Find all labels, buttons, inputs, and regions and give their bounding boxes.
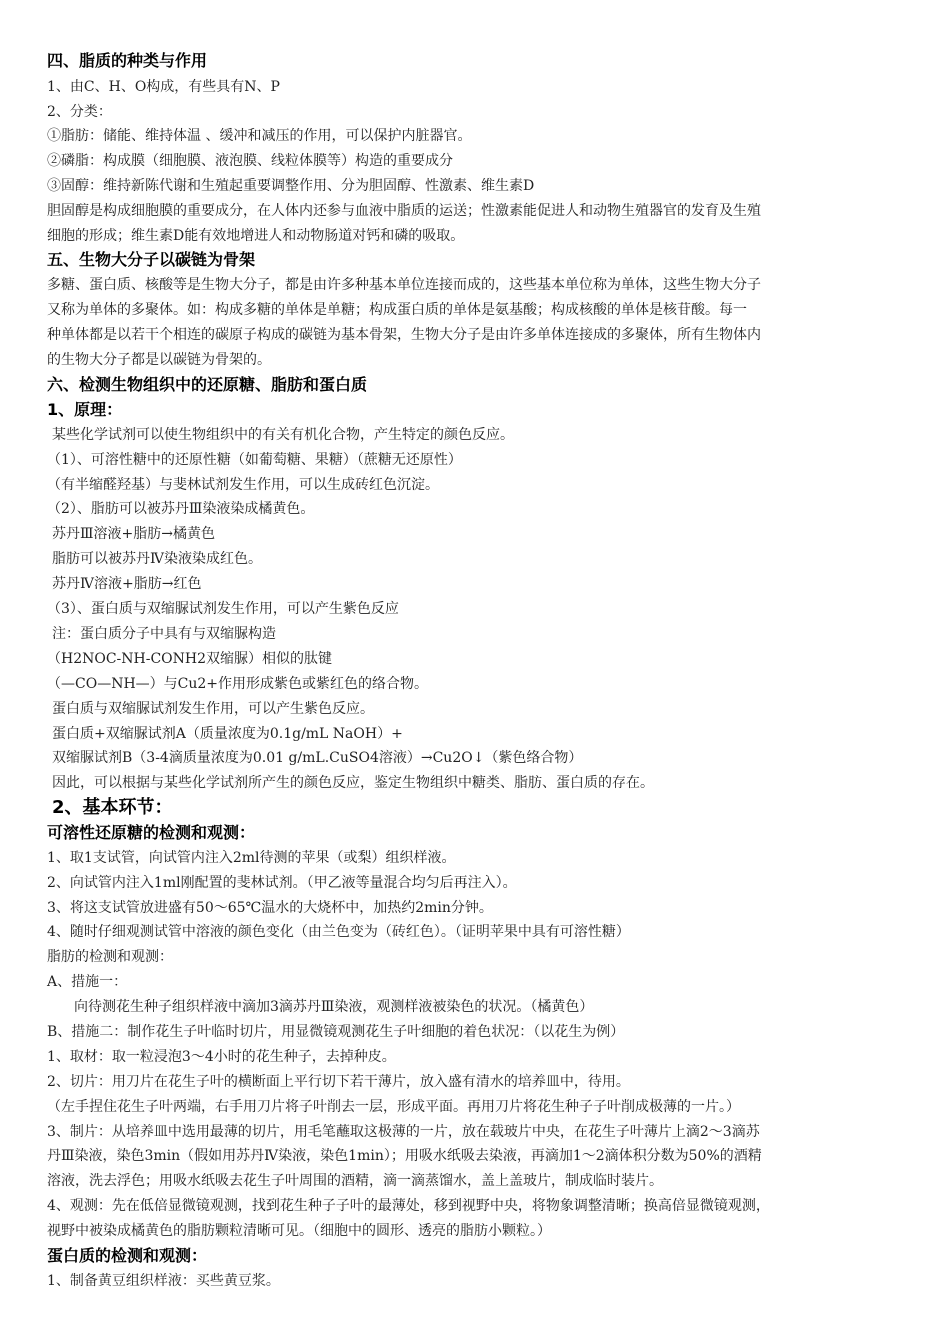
text-line: （H2NOC-NH-CONH2双缩脲）相似的肽键 [47,651,333,667]
text-line: 2、向试管内注入1ml刚配置的斐林试剂。（甲乙液等量混合均匀后再注入）。 [47,875,517,891]
text-line: （—CO—NH—）与Cu2+作用形成紫色或紫红色的络合物。 [47,676,429,692]
text-line: ③固醇：维持新陈代谢和生殖起重要调整作用、分为胆固醇、性激素、维生素D [47,178,535,194]
text-line: （左手捏住花生子叶两端，右手用刀片将子叶削去一层，形成平面。再用刀片将花生种子子叶削成极薄的一片。） [47,1099,740,1115]
text-line: 1、取材：取一粒浸泡3～4小时的花生种子，去掉种皮。 [47,1049,396,1065]
text-line: 蛋白质+双缩脲试剂A（质量浓度为0.1g/mL NaOH）+ [52,726,403,742]
text-line: 4、随时仔细观测试管中溶液的颜色变化（由兰色变为（砖红色）。（证明苹果中具有可溶性糖） [47,924,630,940]
text-line: （3）、蛋白质与双缩脲试剂发生作用，可以产生紫色反应 [47,601,399,617]
text-line: 2、切片：用刀片在花生子叶的横断面上平行切下若干薄片，放入盛有清水的培养皿中，待用。 [47,1074,630,1090]
text-line: ②磷脂：构成膜（细胞膜、液泡膜、线粒体膜等）构造的重要成分 [47,153,453,169]
text-line: 苏丹Ⅳ溶液+脂肪→红色 [52,576,202,592]
text-line: A、措施一： [47,974,128,990]
text-line: （1）、可溶性糖中的还原性糖（如葡萄糖、果糖）（蔗糖无还原性） [47,452,462,468]
heading-detection: 六、检测生物组织中的还原糖、脂肪和蛋白质 [47,375,368,394]
text-line: 多糖、蛋白质、核酸等是生物大分子，都是由许多种基本单位连接而成的，这些基本单位称为单体，这些生物大分子 [47,277,761,293]
text-line: 细胞的形成；维生素D能有效地增进人和动物肠道对钙和磷的吸取。 [47,228,465,244]
text-line: 因此，可以根据与某些化学试剂所产生的颜色反应，鉴定生物组织中糖类、脂肪、蛋白质的存在。 [52,775,654,791]
text-line: 1、取1支试管，向试管内注入2ml待测的苹果（或梨）组织样液。 [47,850,456,866]
text-line: （有半缩醛羟基）与斐林试剂发生作用，可以生成砖红色沉淀。 [47,477,439,493]
subheading-sugar: 可溶性还原糖的检测和观测： [47,823,256,842]
text-line: （2）、脂肪可以被苏丹Ⅲ染液染成橘黄色。 [47,501,315,517]
text-line: 3、制片：从培养皿中选用最薄的切片，用毛笔蘸取这极薄的一片，放在载玻片中央，在花生子叶薄片上滴2～3滴苏 [47,1124,760,1140]
text-line: 种单体都是以若干个相连的碳原子构成的碳链为基本骨架，生物大分子是由许多单体连接成的多聚体，所有生物体内 [47,327,761,343]
text-line: 苏丹Ⅲ溶液+脂肪→橘黄色 [52,526,215,542]
text-line: 视野中被染成橘黄色的脂肪颗粒清晰可见。（细胞中的圆形、透亮的脂肪小颗粒。） [47,1223,551,1239]
text-line: 的生物大分子都是以碳链为骨架的。 [47,352,271,368]
text-line: 1、由C、H、O构成，有些具有N、P [47,79,280,95]
text-line: 注：蛋白质分子中具有与双缩脲构造 [52,626,276,642]
subheading-principle: 1、原理： [47,400,123,419]
heading-lipids: 四、脂质的种类与作用 [47,51,208,70]
text-line: 又称为单体的多聚体。如：构成多糖的单体是单糖；构成蛋白质的单体是氨基酸；构成核酸的单体是核苷酸。每一 [47,302,747,318]
text-line: 双缩脲试剂B（3-4滴质量浓度为0.01 g/mL.CuSO4溶液）→Cu2O↓（紫色络合物） [52,750,583,766]
text-line: 丹Ⅲ染液，染色3min（假如用苏丹Ⅳ染液，染色1min）；用吸水纸吸去染液，再滴加1～2滴体积分数为50%的酒精 [47,1148,762,1164]
text-line: 4、观测：先在低倍显微镜观测，找到花生种子子叶的最薄处，移到视野中央，将物象调整清晰；换高倍显微镜观测， [47,1198,770,1214]
text-line: 1、制备黄豆组织样液：买些黄豆浆。 [47,1273,280,1289]
subheading-basic-steps: 2、基本环节： [52,797,173,818]
text-line: 胆固醇是构成细胞膜的重要成分，在人体内还参与血液中脂质的运送；性激素能促进人和动物生殖器官的发育及生殖 [47,203,761,219]
text-line: 溶液，洗去浮色；用吸水纸吸去花生子叶周围的酒精，滴一滴蒸馏水，盖上盖玻片，制成临时装片。 [47,1173,663,1189]
text-line: 脂肪的检测和观测： [47,949,173,965]
text-line: 2、分类： [47,104,112,120]
text-line: B、措施二：制作花生子叶临时切片，用显微镜观测花生子叶细胞的着色状况：（以花生为例） [47,1024,625,1040]
text-line: 脂肪可以被苏丹Ⅳ染液染成红色。 [52,551,262,567]
subheading-protein: 蛋白质的检测和观测： [47,1246,208,1265]
text-line: ①脂肪：储能、维持体温 、缓冲和减压的作用，可以保护内脏器官。 [47,128,472,144]
text-line: 3、将这支试管放进盛有50～65℃温水的大烧杯中，加热约2min分钟。 [47,900,493,916]
text-line: 蛋白质与双缩脲试剂发生作用，可以产生紫色反应。 [52,701,374,717]
text-line: 某些化学试剂可以使生物组织中的有关有机化合物，产生特定的颜色反应。 [52,427,514,443]
text-line: 向待测花生种子组织样液中滴加3滴苏丹Ⅲ染液，观测样液被染色的状况。（橘黄色） [74,999,594,1015]
heading-macromolecules: 五、生物大分子以碳链为骨架 [47,250,256,269]
